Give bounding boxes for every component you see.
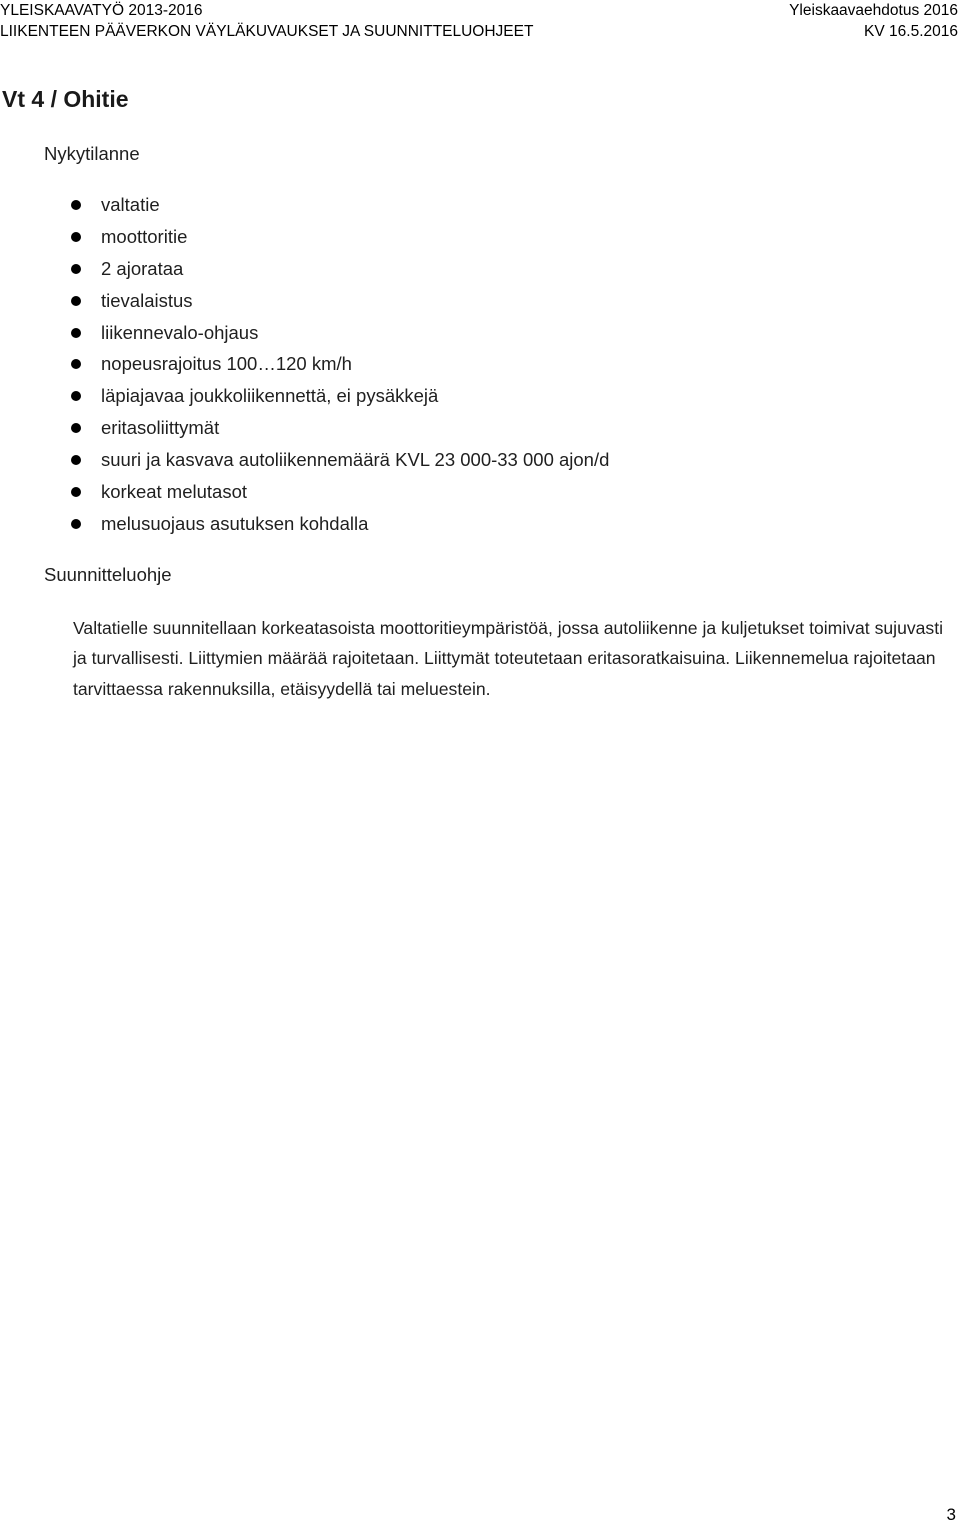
list-item-text: suuri ja kasvava autoliikennemäärä KVL 23 000-33 000 ajon/d — [101, 449, 610, 471]
bullet-icon — [71, 391, 81, 401]
page-header-right-line2: KV 16.5.2016 — [864, 23, 958, 40]
list-item-text: eritasoliittymät — [101, 417, 220, 439]
current-state-list — [0, 193, 900, 544]
list-item — [0, 416, 900, 448]
list-item-text: 2 ajorataa — [101, 257, 184, 279]
list-item — [0, 480, 900, 512]
bullet-icon — [71, 264, 81, 274]
bullet-icon — [71, 296, 81, 306]
bullet-icon — [71, 200, 81, 210]
list-item-text: läpiajavaa joukkoliikennettä, ei pysäkkejä — [101, 385, 439, 407]
list-item-text: nopeusrajoitus 100…120 km/h — [101, 353, 352, 375]
list-item — [0, 448, 900, 480]
page-number: 3 — [946, 1505, 956, 1524]
bullet-icon — [71, 487, 81, 497]
list-item — [0, 225, 900, 257]
list-item — [0, 512, 900, 544]
list-item — [0, 352, 900, 384]
current-state-heading: Nykytilanne — [44, 143, 140, 164]
list-item — [0, 193, 900, 225]
page-header-right-line1: Yleiskaavaehdotus 2016 — [789, 2, 958, 19]
bullet-icon — [71, 328, 81, 338]
list-item — [0, 384, 900, 416]
guideline-paragraph: Valtatielle suunnitellaan korkeatasoista moottoritieympäristöä, jossa autoliikenne ja kuljetukset toimivat sujuvasti ja turvallisesti. Liittymien määrää rajoitetaan. Liittymät toteutetaan eritasoratkaisuina. Liikennemelua rajoitetaan tarvittaessa rakennuksilla, etäisyydellä tai meluestein. — [73, 618, 944, 699]
list-item — [0, 257, 900, 289]
bullet-icon — [71, 519, 81, 529]
list-item-text: tievalaistus — [101, 289, 193, 311]
list-item — [0, 289, 900, 321]
list-item-text: liikennevalo-ohjaus — [101, 321, 259, 343]
page-header-left-line1: YLEISKAAVATYÖ 2013-2016 — [0, 2, 203, 19]
guideline-heading: Suunnitteluohje — [44, 564, 172, 585]
page-title: Vt 4 / Ohitie — [2, 86, 129, 112]
bullet-icon — [71, 455, 81, 465]
list-item-text: valtatie — [101, 194, 160, 215]
bullet-icon — [71, 423, 81, 433]
list-item-text: melusuojaus asutuksen kohdalla — [101, 512, 369, 534]
bullet-icon — [71, 359, 81, 369]
page-header-left-line2: LIIKENTEEN PÄÄVERKON VÄYLÄKUVAUKSET JA SUUNNITTELUOHJEET — [0, 23, 534, 40]
list-item-text: moottoritie — [101, 225, 188, 247]
bullet-icon — [71, 232, 81, 242]
list-item-text: korkeat melutasot — [101, 481, 248, 503]
list-item — [0, 321, 900, 353]
